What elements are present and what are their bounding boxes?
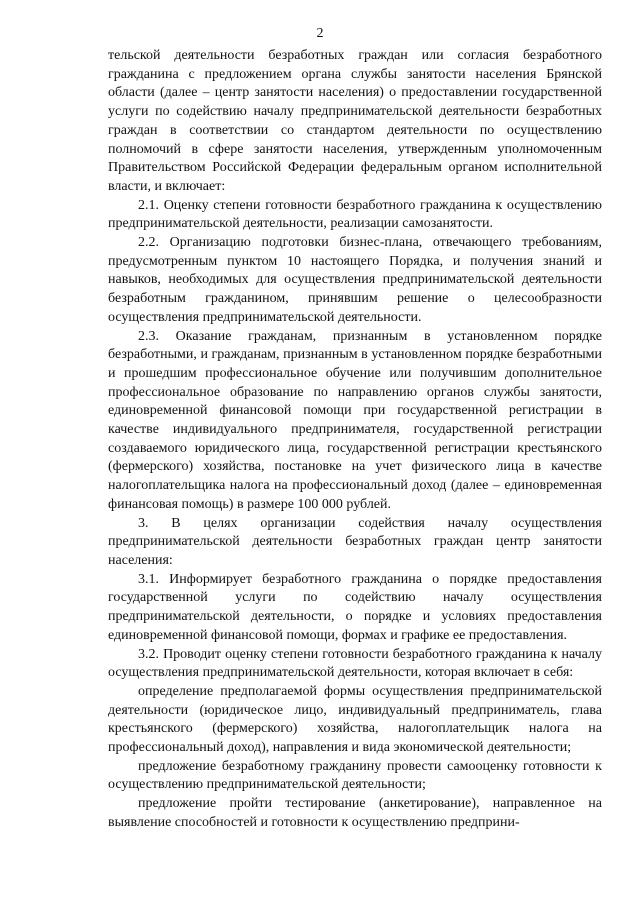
paragraph-2-3: 2.3. Оказание гражданам, признанным в установленном порядке безработными, и гражданам, признанным в установленном порядке безработными и прошедшим профессиональное обучение или получившим дополнительное профессиональное образование по направлению органов службы занятости, единовременной финансовой помощи при государственной регистрации в качестве индивидуального предпринимателя, государственной регистрации создаваемого юридического лица, государственной регистрации крестьянского (фермерского) хозяйства, постановке на учет физического лица в качестве налогоплательщика налога на профессиональный доход (далее – единовременная финансовая помощь) в размере 100 000 рублей. — [108, 328, 602, 512]
list-item-testing: предложение пройти тестирование (анкетирование), направленное на выявление способностей и готовности к осуществлению предприни- — [108, 796, 602, 830]
paragraph-3-1: 3.1. Информирует безработного гражданина о порядке предоставления государственной услуги по содействию началу осуществления предпринимательской деятельности, о порядке и условиях предоставления единовременной финансовой помощи, формах и графике ее предоставления. — [108, 571, 602, 643]
list-item-self-assessment: предложение безработному гражданину провести самооценку готовности к осуществлению предпринимательской деятельности; — [108, 758, 602, 793]
list-item-business-form: определение предполагаемой формы осуществления предпринимательской деятельности (юридическое лицо, индивидуальный предприниматель, глава крестьянского (фермерского) хозяйства, налогоплательщик налога на профессиональный доход), направления и вида экономической деятельности; — [108, 683, 602, 756]
paragraph-3-2: 3.2. Проводит оценку степени готовности безработного гражданина к началу осуществления предпринимательской деятельности, которая включает в себя: — [108, 646, 602, 681]
paragraph-3: 3. В целях организации содействия началу осуществления предпринимательской деятельности безработных граждан центр занятости населения: — [108, 515, 602, 568]
paragraph-2-1: 2.1. Оценку степени готовности безработного гражданина к осуществлению предпринимательской деятельности, реализации самозанятости. — [108, 197, 602, 232]
paragraph-continuation: тельской деятельности безработных граждан или согласия безработного гражданина с предложением органа службы занятости населения Брянской области (далее – центр занятости населения) о предоставлении государственной услуги по содействию началу предпринимательской деятельности безработных граждан в соответствии со стандартом деятельности по осуществлению полномочий в сфере занятости населения, утвержденным уполномоченным Правительством Российской Федерации федеральным органом исполнительной власти, и включает: — [108, 48, 602, 194]
page-number: 2 — [316, 26, 324, 41]
document-body — [108, 47, 602, 833]
paragraph-2-2: 2.2. Организацию подготовки бизнес-плана, отвечающего требованиям, предусмотренным пунктом 10 настоящего Порядка, и получения знаний и навыков, необходимых для осуществления предпринимательской деятельности безработным гражданином, принявшим решение о целесообразности осуществления предпринимательской деятельности. — [108, 235, 602, 325]
